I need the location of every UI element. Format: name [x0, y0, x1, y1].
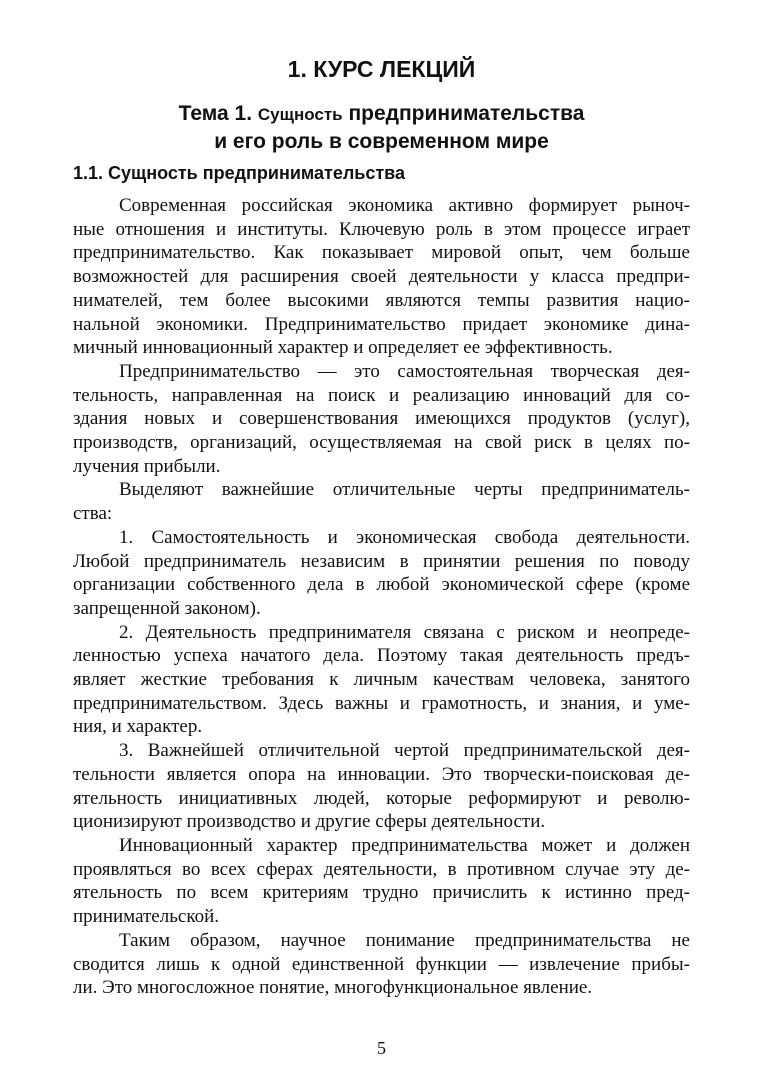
text-line: тельности является опора на инновации. Это творчески-поисковая де-: [73, 763, 690, 785]
text-line: ятельность инициативных людей, которые реформируют и револю-: [73, 787, 690, 809]
text-line: предпринимательством. Здесь важны и грамотность, и знания, и уме-: [73, 692, 690, 714]
topic-title: [0, 100, 763, 155]
text-line: Современная российская экономика активно формирует рыноч-: [119, 195, 690, 216]
text-line: ленностью успеха начатого дела. Поэтому такая деятельность предъ-: [73, 645, 690, 667]
text-line: производств, организаций, осуществляемая на свой риск в целях по-: [73, 432, 690, 454]
text-line: мичный инновационный характер и определяет ее эффективность.: [73, 337, 613, 359]
topic-rest: предпринимательства: [348, 102, 585, 125]
text-line: тельность, направленная на поиск и реализацию инноваций для со-: [73, 384, 690, 406]
text-line: Выделяют важнейшие отличительные черты предприниматель-: [119, 479, 690, 501]
text-line: являет жесткие требования к личным качествам человека, занятого: [73, 669, 690, 691]
topic-prefix: Тема 1.: [178, 102, 253, 125]
text-line: ционизируют производство и другие сферы деятельности.: [73, 811, 546, 833]
page-number: 5: [377, 1038, 386, 1058]
text-line: лучения прибыли.: [73, 455, 221, 477]
topic-word: Сущность: [257, 105, 343, 124]
topic-title-line-1: [0, 100, 763, 128]
text-line: нальной экономики. Предпринимательство придает экономике дина-: [73, 313, 690, 335]
text-line: Предпринимательство — это самостоятельная творческая дея-: [119, 360, 690, 382]
text-line: проявляться во всех сферах деятельности, в противном случае эту де-: [73, 858, 690, 880]
chapter-title: 1. КУРС ЛЕКЦИЙ: [287, 56, 476, 82]
text-line: ные отношения и институты. Ключевую роль в этом процессе играет: [73, 218, 690, 240]
paragraph: [73, 478, 690, 525]
text-line: Инновационный характер предпринимательства может и должен: [119, 834, 690, 856]
text-line: возможностей для расширения своей деятельности у класса предпри-: [73, 266, 690, 288]
paragraph: [73, 621, 690, 740]
topic-title-line-2: и его роль в современном мире: [214, 130, 549, 153]
text-line: сводится лишь к одной единственной функции — извлечение прибы-: [73, 953, 690, 975]
text-line: 2. Деятельность предпринимателя связана с риском и неопреде-: [119, 621, 690, 643]
text-line: ства:: [73, 503, 113, 525]
text-line: ния, и характер.: [73, 716, 203, 738]
text-line: Любой предприниматель независим в принятии решения по поводу: [73, 550, 690, 572]
body-text: [73, 194, 690, 1000]
paragraph: [73, 526, 690, 621]
text-line: здания новых и совершенствования имеющихся продуктов (услуг),: [73, 408, 690, 430]
text-line: организации собственного дела в любой экономической сфере (кроме: [73, 574, 690, 596]
paragraph: [73, 194, 690, 360]
text-line: 3. Важнейшей отличительной чертой предпринимательской дея-: [119, 740, 690, 762]
text-line: ятельность по всем критериям трудно причислить к истинно пред-: [73, 882, 690, 904]
text-line: ли. Это многосложное понятие, многофункциональное явление.: [73, 977, 593, 999]
paragraph: [73, 360, 690, 479]
section-title: 1.1. Сущность предпринимательства: [73, 163, 405, 183]
paragraph: [73, 739, 690, 834]
paragraph-container: [73, 194, 690, 1000]
paragraph: [73, 929, 690, 1000]
paragraph: [73, 834, 690, 929]
text-line: предпринимательство. Как показывает мировой опыт, чем больше: [73, 242, 690, 264]
text-line: 1. Самостоятельность и экономическая свобода деятельности.: [119, 526, 690, 548]
text-line: запрещенной законом).: [73, 597, 261, 619]
text-line: нимателей, тем более высокими являются темпы развития нацио-: [73, 289, 690, 311]
text-line: принимательской.: [73, 906, 220, 928]
text-line: Таким образом, научное понимание предпринимательства не: [119, 929, 690, 951]
